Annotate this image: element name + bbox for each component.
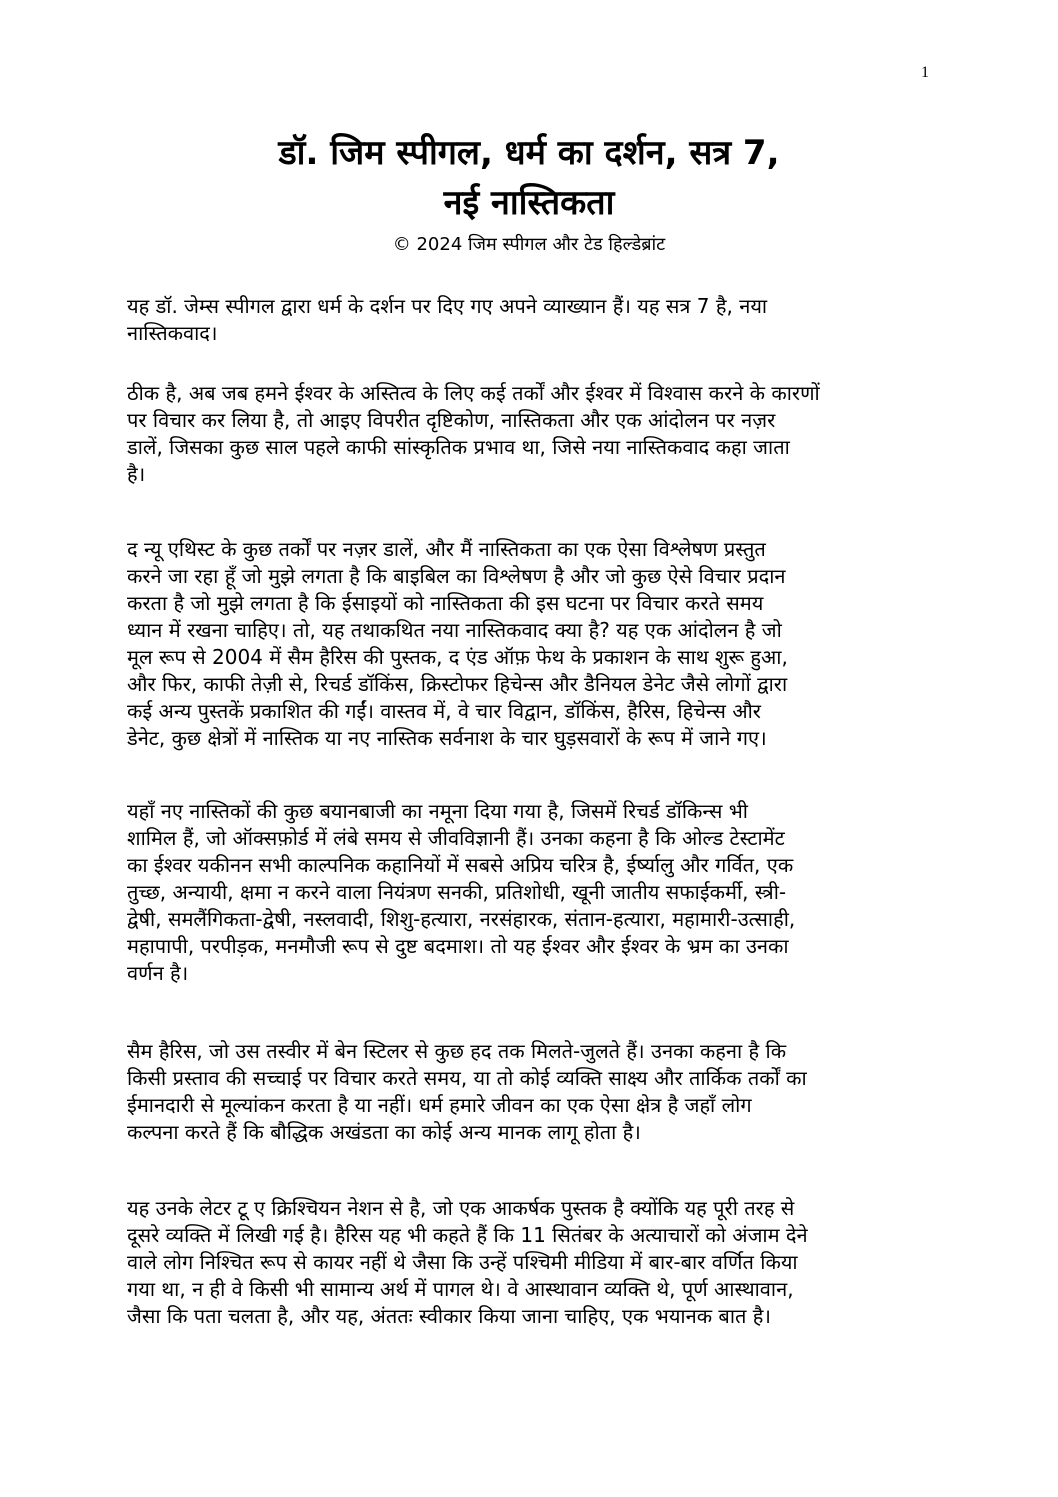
text-line: जैसा कि पता चलता है, और यह, अंततः स्वीकार किया जाना चाहिए, एक भयानक बात है।	[127, 1304, 771, 1328]
text-line: है।	[127, 462, 146, 486]
paragraph	[127, 1195, 947, 1330]
text-line: ध्यान में रखना चाहिए। तो, यह तथाकथित नया नास्तिकवाद क्या है? यह एक आंदोलन है जो	[127, 618, 782, 642]
title-line: डॉ. जिम स्पीगल, धर्म का दर्शन, सत्र 7,	[278, 133, 780, 173]
text-line: किसी प्रस्ताव की सच्चाई पर विचार करते समय, या तो कोई व्यक्ति साक्ष्य और तार्किक तर्कों का	[127, 1066, 807, 1090]
text-line: शामिल हैं, जो ऑक्सफ़ोर्ड में लंबे समय से जीवविज्ञानी हैं। उनका कहना है कि ओल्ड टेस्टामेंट	[127, 826, 785, 850]
page-number: 1	[921, 64, 929, 81]
paragraph	[127, 536, 947, 752]
text-line: मूल रूप से 2004 में सैम हैरिस की पुस्तक, द एंड ऑफ़ फेथ के प्रकाशन के साथ शुरू हुआ,	[127, 645, 788, 669]
text-line: महापापी, परपीड़क, मनमौजी रूप से दुष्ट बदमाश। तो यह ईश्वर और ईश्वर के भ्रम का उनका	[127, 934, 789, 958]
text-line: दूसरे व्यक्ति में लिखी गई है। हैरिस यह भी कहते हैं कि 11 सितंबर के अत्याचारों को अंजाम देने	[127, 1223, 808, 1247]
text-line: नास्तिकवाद।	[127, 321, 218, 345]
text-line: सैम हैरिस, जो उस तस्वीर में बेन स्टिलर से कुछ हद तक मिलते-जुलते हैं। उनका कहना है कि	[127, 1039, 787, 1063]
document-title	[0, 128, 1058, 228]
text-line: ठीक है, अब जब हमने ईश्वर के अस्तित्व के लिए कई तर्कों और ईश्वर में विश्वास करने के कारणों	[127, 381, 820, 405]
text-line: यह डॉ. जेम्स स्पीगल द्वारा धर्म के दर्शन पर दिए गए अपने व्याख्यान हैं। यह सत्र 7 है, नया	[127, 294, 768, 318]
text-line: और फिर, काफी तेज़ी से, रिचर्ड डॉकिंस, क्रिस्टोफर हिचेन्स और डैनियल डेनेट जैसे लोगों द्वारा	[127, 672, 788, 696]
text-line: वाले लोग निश्चित रूप से कायर नहीं थे जैसा कि उन्हें पश्चिमी मीडिया में बार-बार वर्णित किया	[127, 1250, 798, 1274]
text-line: डेनेट, कुछ क्षेत्रों में नास्तिक या नए नास्तिक सर्वनाश के चार घुड़सवारों के रूप में जाने गए।	[127, 726, 767, 750]
paragraph	[127, 293, 947, 347]
text-line: यह उनके लेटर टू ए क्रिश्चियन नेशन से है, जो एक आकर्षक पुस्तक है क्योंकि यह पूरी तरह से	[127, 1196, 795, 1220]
text-line: द्वेषी, समलैंगिकता-द्वेषी, नस्लवादी, शिशु-हत्यारा, नरसंहारक, संतान-हत्यारा, महामारी-उत्साही,	[127, 907, 796, 931]
text-line: करने जा रहा हूँ जो मुझे लगता है कि बाइबिल का विश्लेषण है और जो कुछ ऐसे विचार प्रदान	[127, 564, 786, 588]
copyright-notice: © 2024 जिम स्पीगल और टेड हिल्डेब्रांट	[392, 234, 666, 255]
text-line: का ईश्वर यकीनन सभी काल्पनिक कहानियों में सबसे अप्रिय चरित्र है, ईर्ष्यालु और गर्वित, एक	[127, 853, 794, 877]
text-line: कल्पना करते हैं कि बौद्धिक अखंडता का कोई अन्य मानक लागू होता है।	[127, 1120, 641, 1144]
text-line: कई अन्य पुस्तकें प्रकाशित की गईं। वास्तव में, वे चार विद्वान, डॉकिंस, हैरिस, हिचेन्स और	[127, 699, 761, 723]
text-line: डालें, जिसका कुछ साल पहले काफी सांस्कृतिक प्रभाव था, जिसे नया नास्तिकवाद कहा जाता	[127, 435, 790, 459]
text-line: करता है जो मुझे लगता है कि ईसाइयों को नास्तिकता की इस घटना पर विचार करते समय	[127, 591, 764, 615]
text-line: ईमानदारी से मूल्यांकन करता है या नहीं। धर्म हमारे जीवन का एक ऐसा क्षेत्र है जहाँ लोग	[127, 1093, 752, 1117]
text-line: द न्यू एथिस्ट के कुछ तर्कों पर नज़र डालें, और मैं नास्तिकता का एक ऐसा विश्लेषण प्रस्तुत	[127, 537, 766, 561]
text-line: तुच्छ, अन्यायी, क्षमा न करने वाला नियंत्रण सनकी, प्रतिशोधी, खूनी जातीय सफाईकर्मी, स्त्री-	[127, 880, 787, 904]
text-line: गया था, न ही वे किसी भी सामान्य अर्थ में पागल थे। वे आस्थावान व्यक्ति थे, पूर्ण आस्थावान,	[127, 1277, 794, 1301]
title-line: नई नास्तिकता	[443, 183, 615, 223]
paragraph	[127, 1038, 947, 1146]
paragraph	[127, 798, 947, 987]
paragraph	[127, 380, 947, 488]
text-line: वर्णन है।	[127, 961, 189, 985]
text-line: पर विचार कर लिया है, तो आइए विपरीत दृष्टिकोण, नास्तिकता और एक आंदोलन पर नज़र	[127, 408, 776, 432]
text-line: यहाँ नए नास्तिकों की कुछ बयानबाजी का नमूना दिया गया है, जिसमें रिचर्ड डॉकिन्स भी	[127, 799, 748, 823]
